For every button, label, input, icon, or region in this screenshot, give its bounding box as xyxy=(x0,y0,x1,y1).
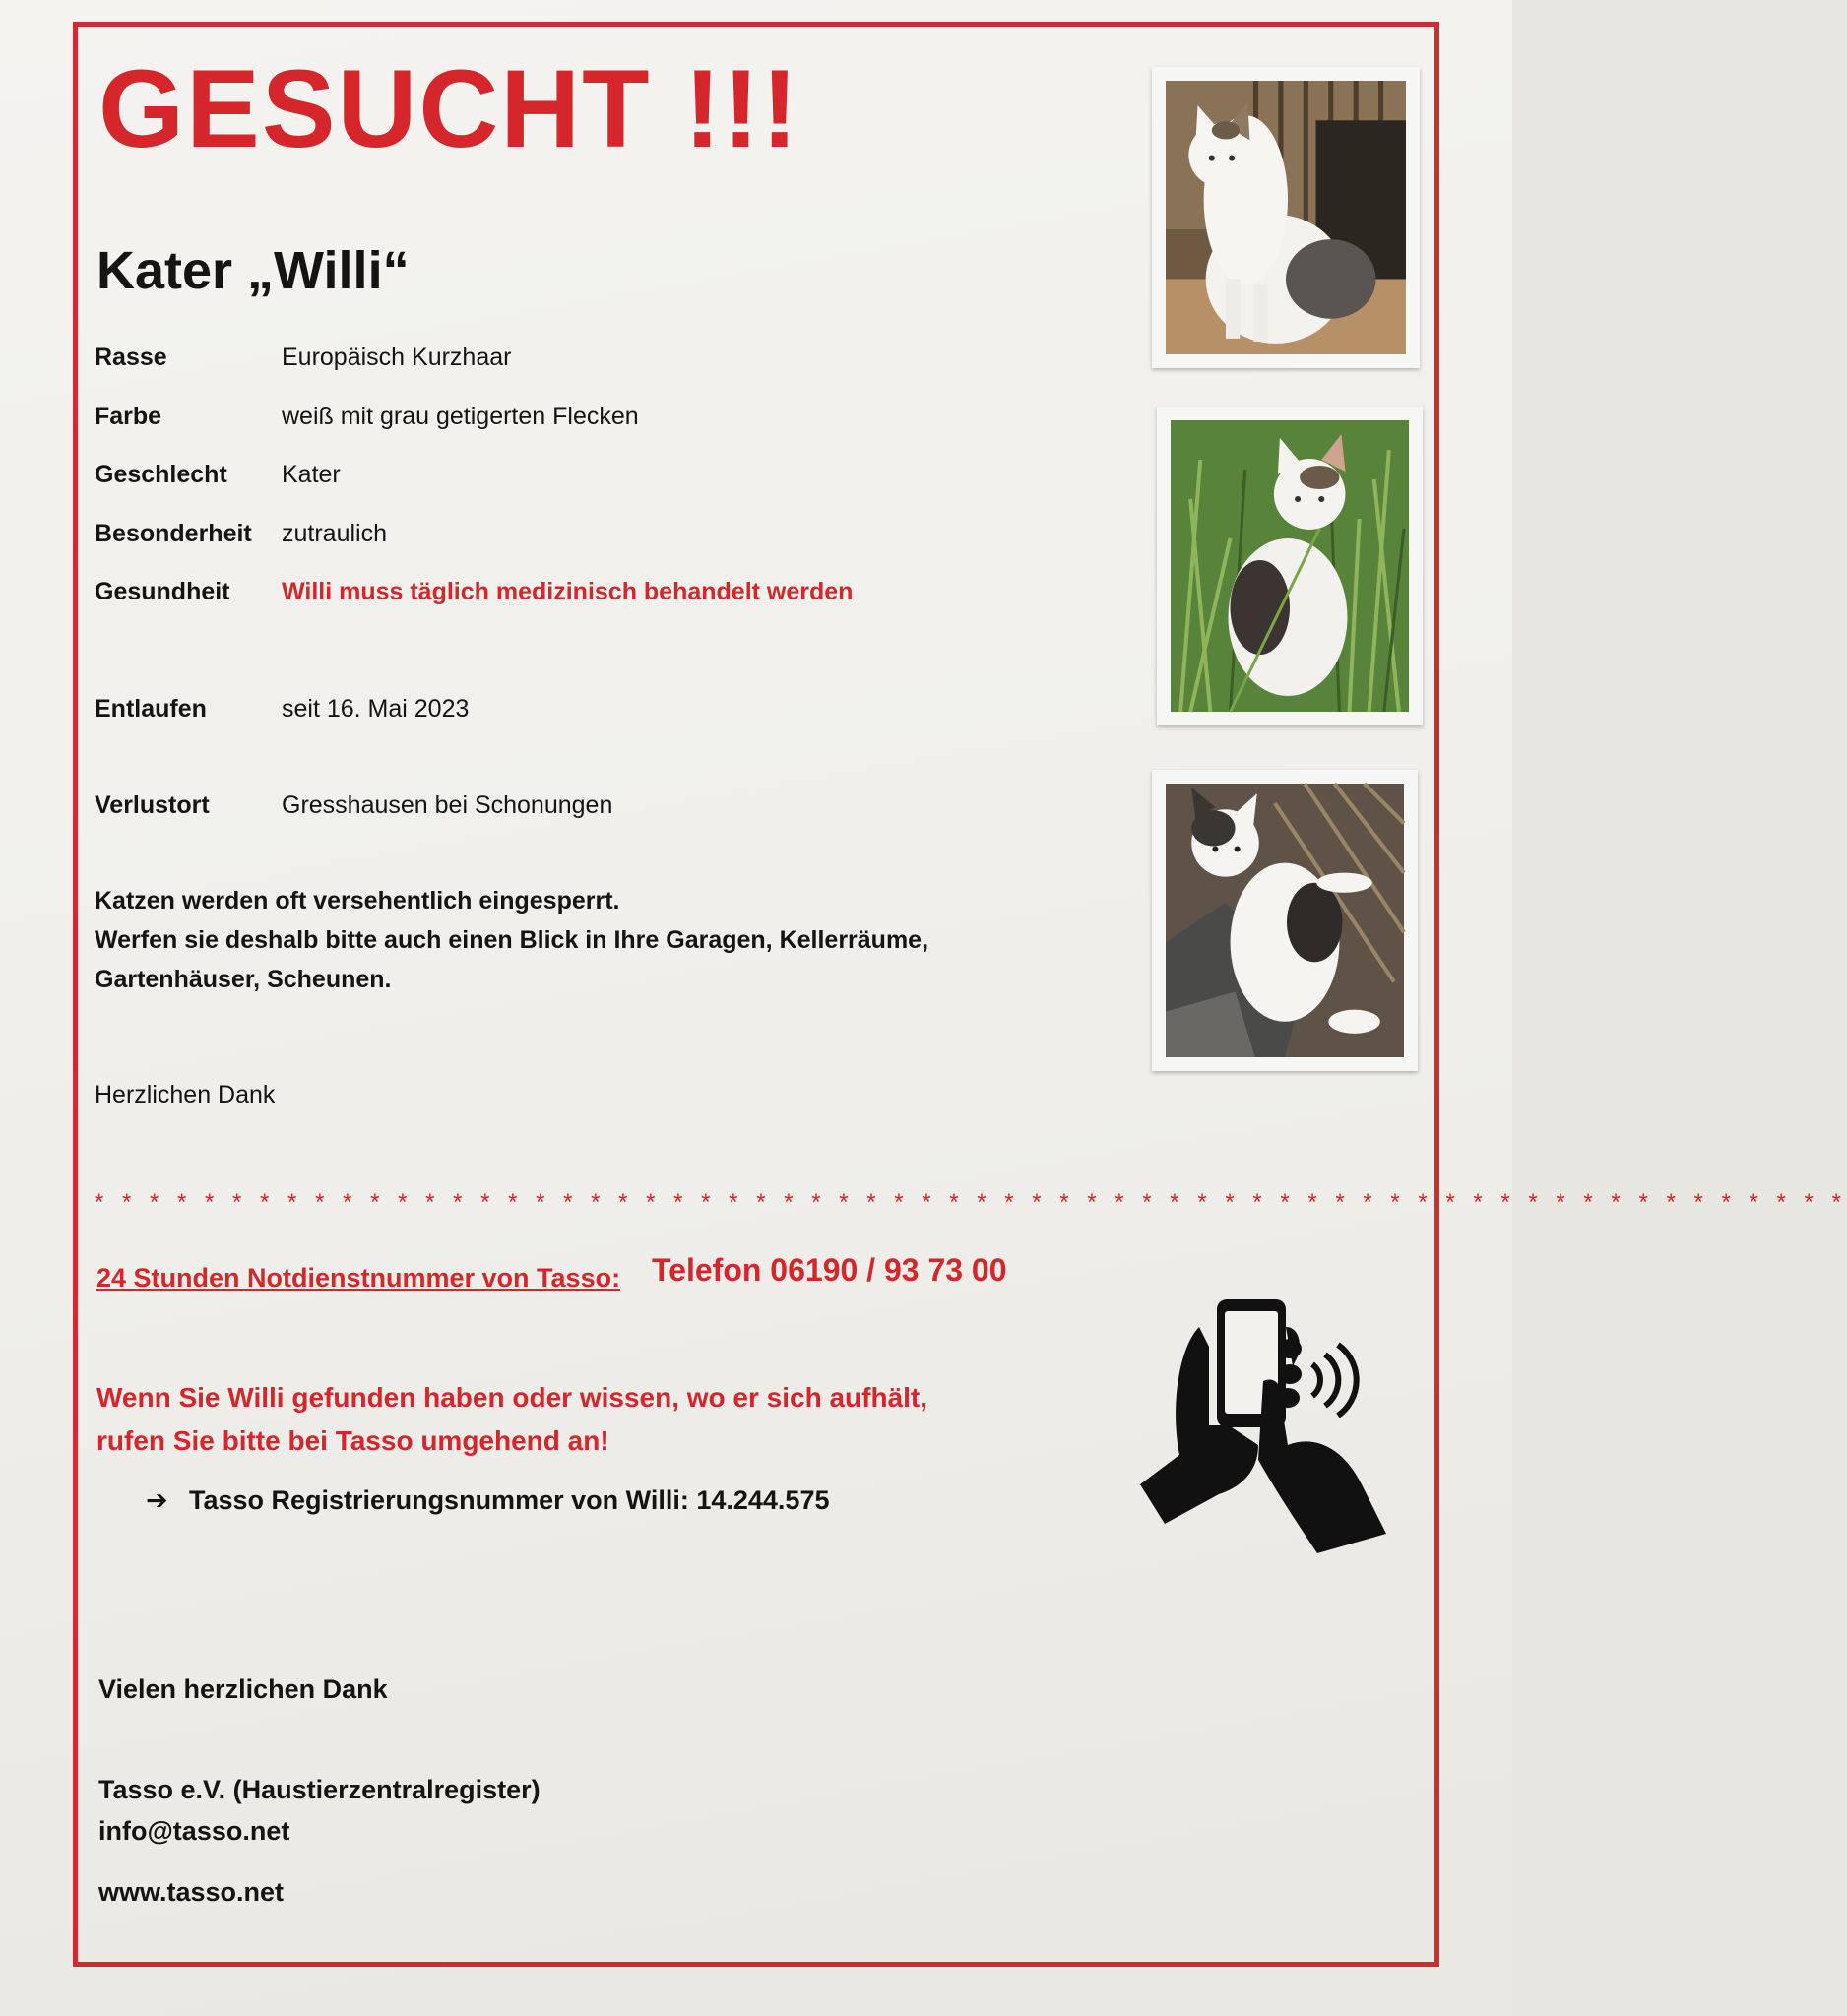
call-line: Wenn Sie Willi gefunden haben oder wissen, wo er sich aufhält, xyxy=(96,1382,928,1413)
detail-value: zutraulich xyxy=(282,520,387,547)
detail-label: Besonderheit xyxy=(95,520,252,547)
detail-label: Verlustort xyxy=(95,791,210,819)
call-to-action xyxy=(96,1376,927,1463)
cat-photo-3 xyxy=(1152,770,1418,1071)
note-line: Werfen sie deshalb bitte auch einen Blick in Ihre Garagen, Kellerräume, xyxy=(95,926,929,954)
detail-value: weiß mit grau getigerten Flecken xyxy=(282,403,639,430)
thanks-long: Vielen herzlichen Dank xyxy=(98,1674,388,1704)
call-line: rufen Sie bitte bei Tasso umgehend an! xyxy=(96,1425,609,1456)
missing-date: seit 16. Mai 2023 xyxy=(282,695,470,723)
registration-row xyxy=(146,1480,829,1520)
arrow-right-icon: ➔ xyxy=(146,1485,168,1515)
registration-number: Tasso Registrierungsnummer von Willi: 14.244.575 xyxy=(189,1485,830,1515)
detail-label: Geschlecht xyxy=(95,461,227,488)
cat-photo-1 xyxy=(1152,67,1420,368)
detail-label: Rasse xyxy=(95,344,167,371)
org-website: www.tasso.net xyxy=(98,1877,285,1907)
note-line: Katzen werden oft versehentlich eingesperrt. xyxy=(95,887,620,914)
hotline-label: 24 Stunden Notdienstnummer von Tasso: xyxy=(96,1263,621,1292)
headline: GESUCHT !!! xyxy=(98,47,800,170)
search-note xyxy=(95,881,928,999)
detail-value: Europäisch Kurzhaar xyxy=(282,344,512,371)
hand-phone-icon xyxy=(1140,1288,1396,1553)
hotline-phone: Telefon 06190 / 93 73 00 xyxy=(652,1252,1007,1288)
thanks-short: Herzlichen Dank xyxy=(95,1081,276,1108)
detail-value: Kater xyxy=(282,461,341,488)
health-warning: Willi muss täglich medizinisch behandelt werden xyxy=(282,578,854,605)
note-line: Gartenhäuser, Scheunen. xyxy=(95,966,392,993)
org-email: info@tasso.net xyxy=(98,1816,290,1846)
detail-label: Gesundheit xyxy=(95,578,230,605)
detail-label: Farbe xyxy=(95,403,162,430)
org-name: Tasso e.V. (Haustierzentralregister) xyxy=(98,1775,541,1804)
lost-location: Gresshausen bei Schonungen xyxy=(282,791,613,819)
cat-name: Kater „Willi“ xyxy=(96,241,410,300)
detail-label: Entlaufen xyxy=(95,695,207,723)
separator: * * * * * * * * * * * * * * * * * * * * * * * * * * * * * * * * * * * * * * * * * * * * * * * * * * * * * * * * * * * * * * * * xyxy=(95,1189,1847,1216)
cat-photo-2 xyxy=(1157,407,1423,725)
